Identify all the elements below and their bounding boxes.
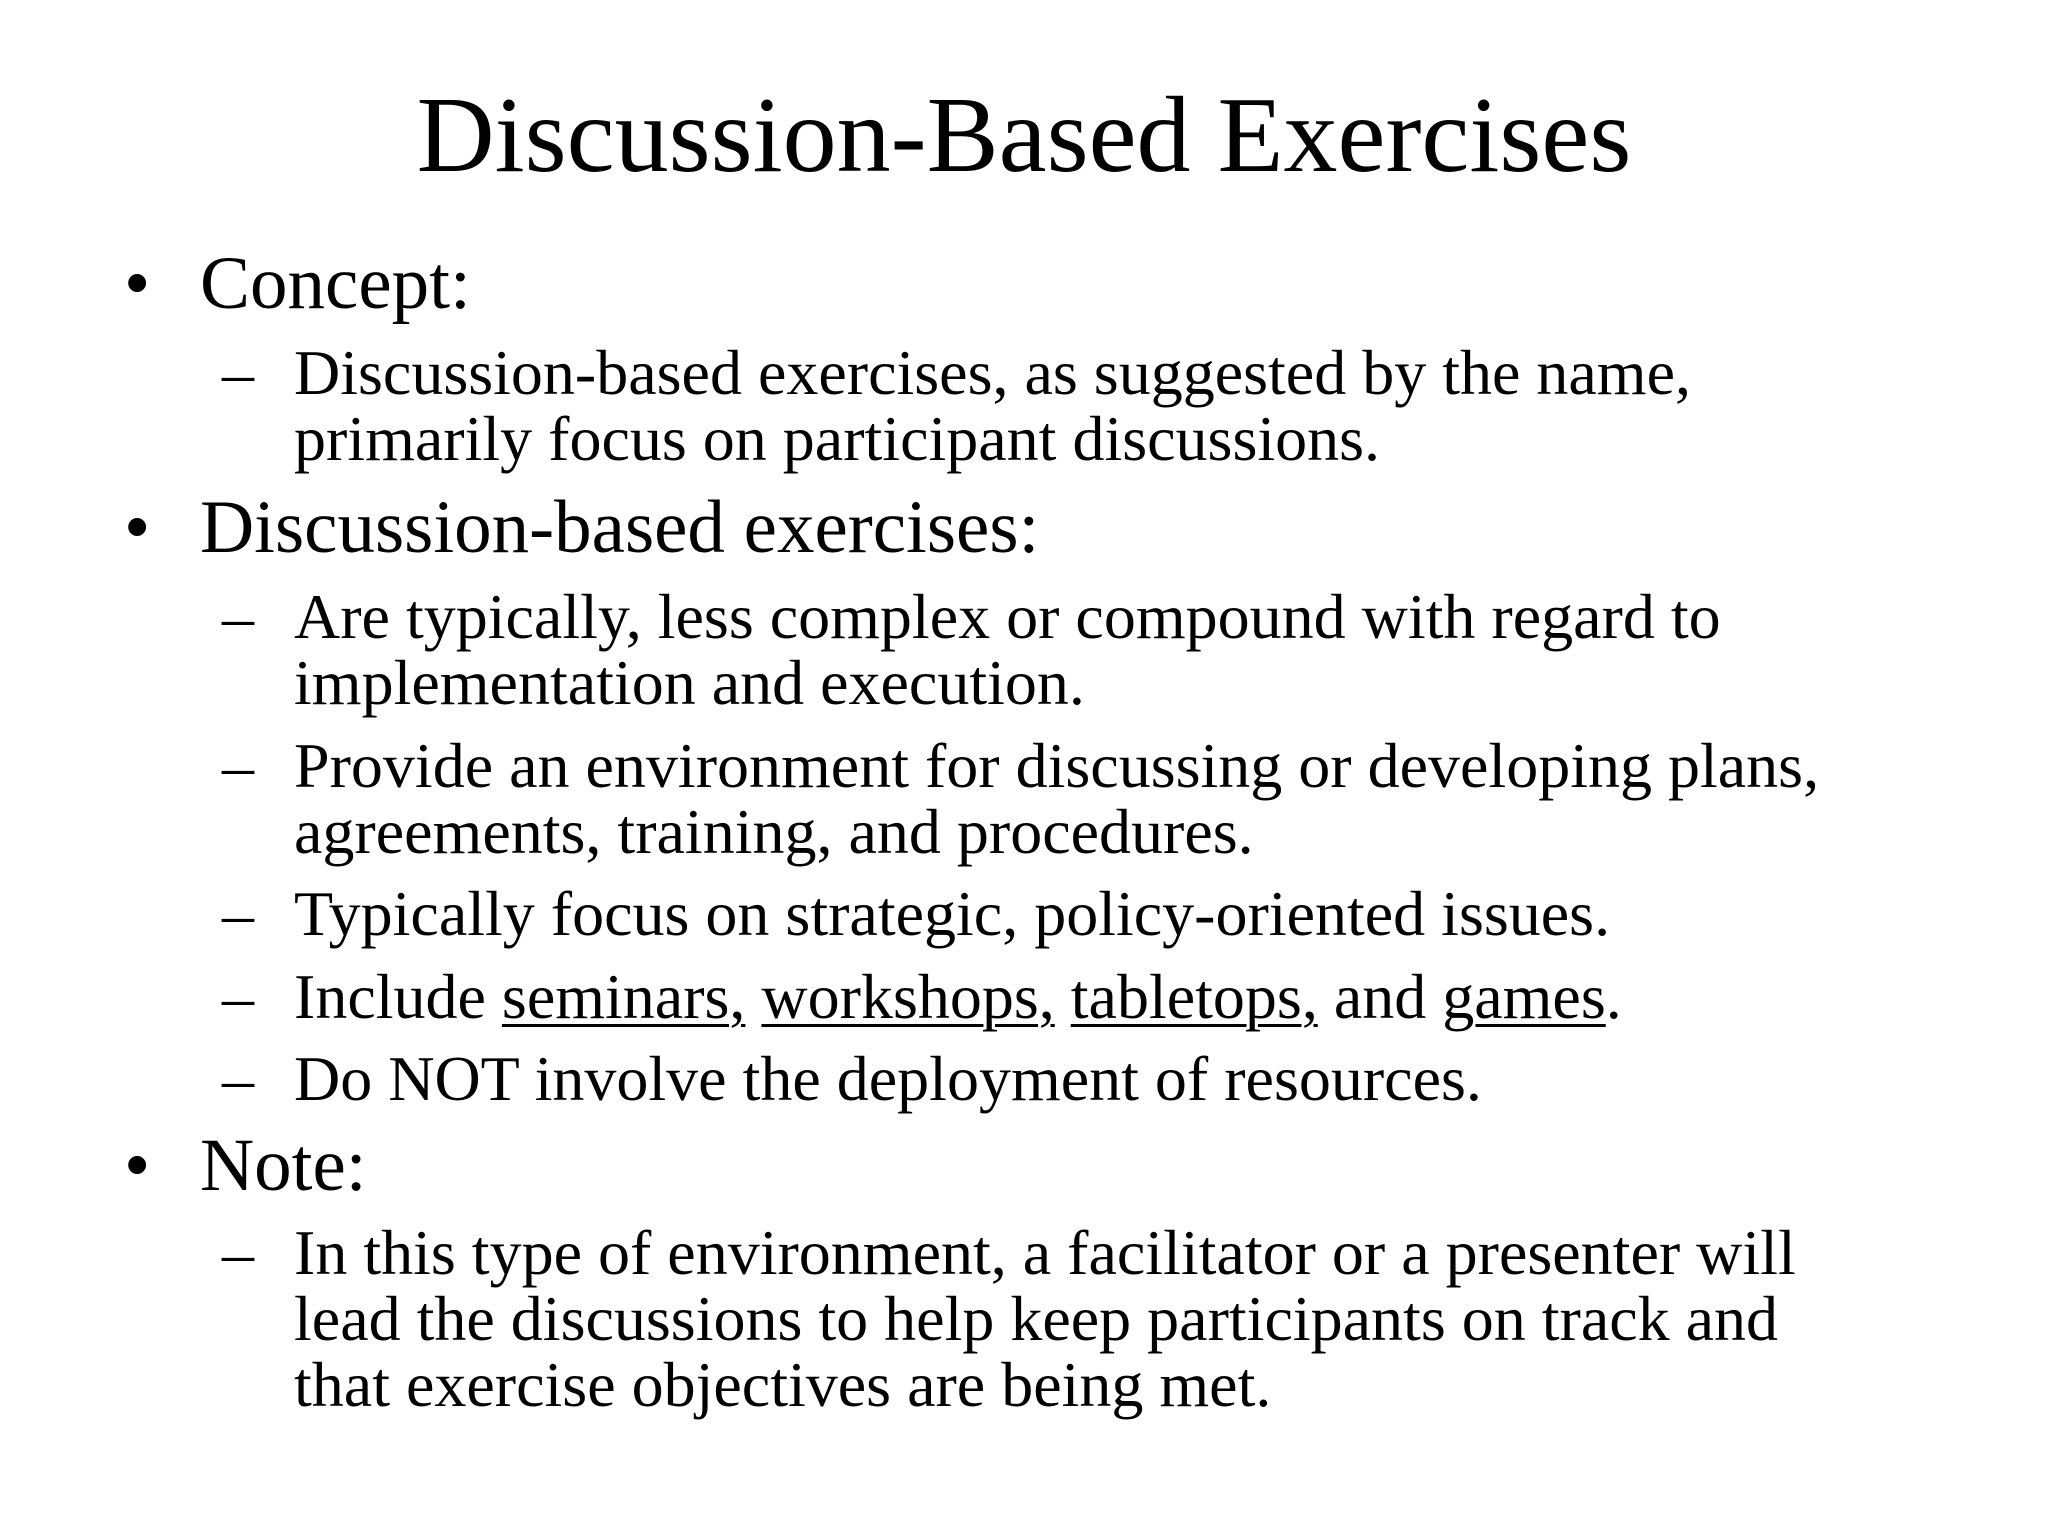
sub-bullet-line: implementation and execution. bbox=[294, 647, 1085, 718]
link-games[interactable]: games bbox=[1442, 961, 1606, 1032]
dash-marker: – bbox=[222, 1043, 254, 1114]
dash-marker: – bbox=[222, 878, 254, 949]
dash-marker: – bbox=[222, 581, 254, 652]
sub-bullet-line: In this type of environment, a facilitator or a presenter will bbox=[294, 1217, 1796, 1288]
sub-bullet-line: that exercise objectives are being met. bbox=[294, 1349, 1272, 1420]
sub-bullet-line: Discussion-based exercises, as suggested by the name, bbox=[294, 337, 1691, 408]
section-heading: Discussion-based exercises: bbox=[200, 486, 1040, 569]
sub-bullet-line: Provide an environment for discussing or developing plans, bbox=[294, 730, 1820, 801]
bullet-dot: • bbox=[124, 1124, 151, 1207]
dash-marker: – bbox=[222, 961, 254, 1032]
section-heading: Note: bbox=[200, 1124, 367, 1207]
slide-title: Discussion-Based Exercises bbox=[416, 76, 1632, 195]
sentence-end: . bbox=[1605, 961, 1622, 1032]
link-workshops[interactable]: workshops, bbox=[761, 961, 1055, 1032]
bullet-dot: • bbox=[124, 486, 151, 569]
bullet-dot: • bbox=[124, 242, 151, 325]
dash-marker: – bbox=[222, 337, 254, 408]
join-word: and bbox=[1333, 961, 1427, 1032]
sub-bullet-line: Are typically, less complex or compound with regard to bbox=[294, 581, 1721, 652]
sub-bullet-line: Typically focus on strategic, policy-oriented issues. bbox=[294, 878, 1611, 949]
sub-bullet-line: primarily focus on participant discussions. bbox=[294, 403, 1381, 474]
dash-marker: – bbox=[222, 730, 254, 801]
link-seminars[interactable]: seminars, bbox=[501, 961, 746, 1032]
include-prefix: Include bbox=[294, 961, 502, 1032]
sub-bullet-line: Do NOT involve the deployment of resources. bbox=[294, 1043, 1482, 1114]
link-tabletops[interactable]: tabletops, bbox=[1070, 961, 1318, 1032]
dash-marker: – bbox=[222, 1217, 254, 1288]
sub-bullet-line: agreements, training, and procedures. bbox=[294, 796, 1254, 867]
sub-bullet-line: lead the discussions to help keep participants on track and bbox=[294, 1283, 1779, 1354]
section-heading: Concept: bbox=[200, 242, 471, 325]
